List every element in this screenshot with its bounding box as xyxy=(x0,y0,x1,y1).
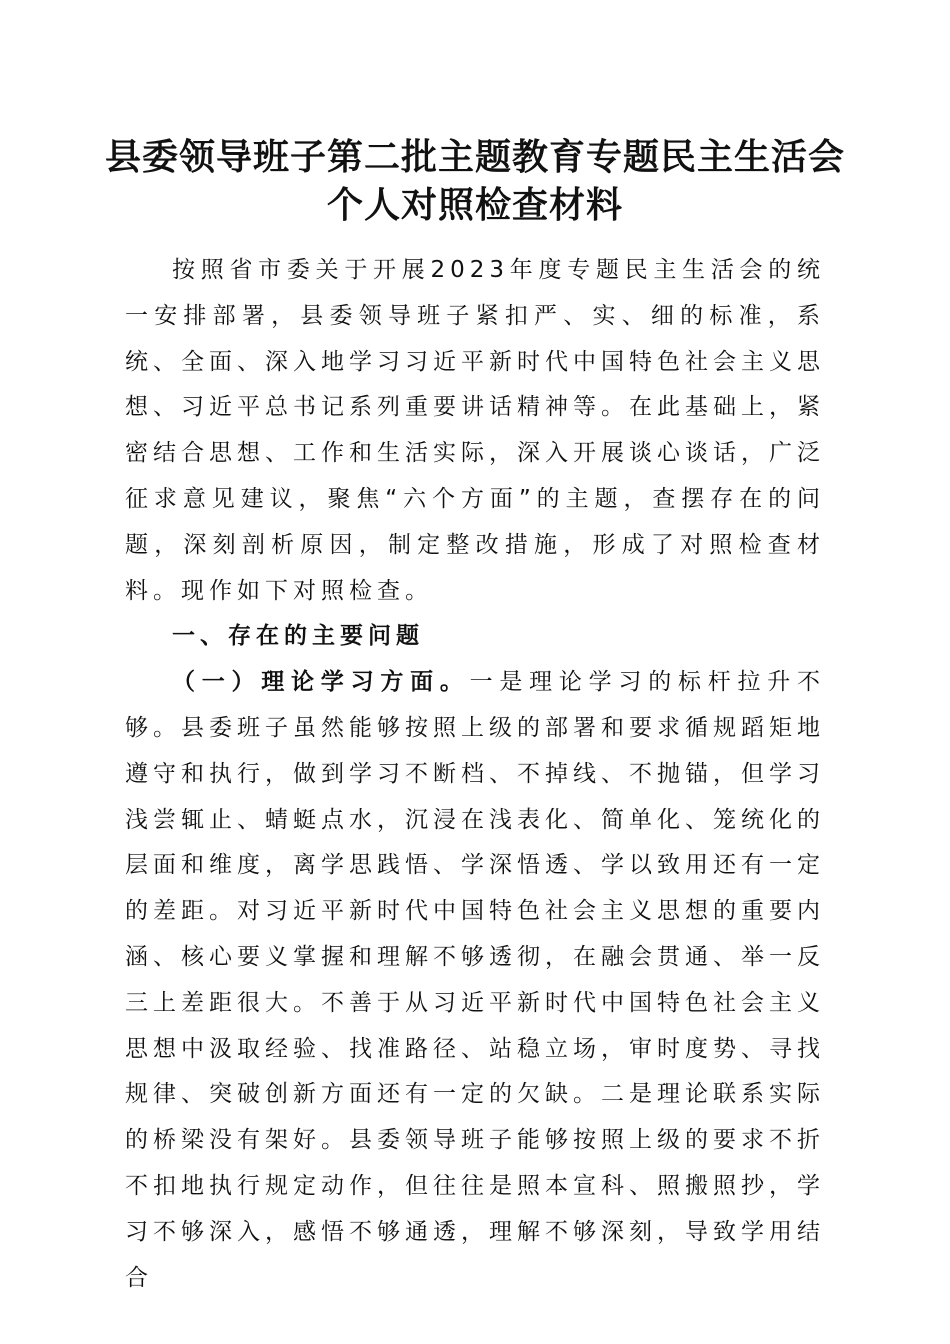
document-title-line-2: 个人对照检查材料 xyxy=(326,184,623,226)
document-body xyxy=(125,248,825,1301)
section-heading-problems: 一、存在的主要问题 xyxy=(172,623,424,650)
document-title-line-1: 县委领导班子第二批主题教育专题民主生活会 xyxy=(104,136,845,178)
theory-study-text: 一是理论学习的标杆拉升不够。县委班子虽然能够按照上级的部署和要求循规蹈矩地遵守和执行，做到学习不断档、不掉线、不抛锚，但学习浅尝辄止、蜻蜓点水，沉浸在浅表化、简单化、笼统化的层面和维度，离学思践悟、学深悟透、学以致用还有一定的差距。对习近平新时代中国特色社会主义思想的重要内涵、核心要义掌握和理解不够透彻，在融会贯通、举一反三上差距很大。不善于从习近平新时代中国特色社会主义思想中汲取经验、找准路径、站稳立场，审时度势、寻找规律、突破创新方面还有一定的欠缺。二是理论联系实际的桥梁没有架好。县委领导班子能够按照上级的要求不折不扣地执行规定动作，但往往是照本宣科、照搬照抄，学习不够深入，感悟不够通透，理解不够深刻，导致学用结合 xyxy=(125,669,826,1291)
subsection-heading-theory-study: （一）理论学习方面。 xyxy=(172,669,470,696)
intro-paragraph: 按照省市委关于开展2023年度专题民主生活会的统一安排部署，县委领导班子紧扣严、实、细的标准，系统、全面、深入地学习习近平新时代中国特色社会主义思想、习近平总书记系列重要讲话精神等。在此基础上，紧密结合思想、工作和生活实际，深入开展谈心谈话，广泛征求意见建议，聚焦“六个方面”的主题，查摆存在的问题，深刻剖析原因，制定整改措施，形成了对照检查材料。现作如下对照检查。 xyxy=(125,257,825,604)
theory-study-paragraph xyxy=(125,660,825,1301)
